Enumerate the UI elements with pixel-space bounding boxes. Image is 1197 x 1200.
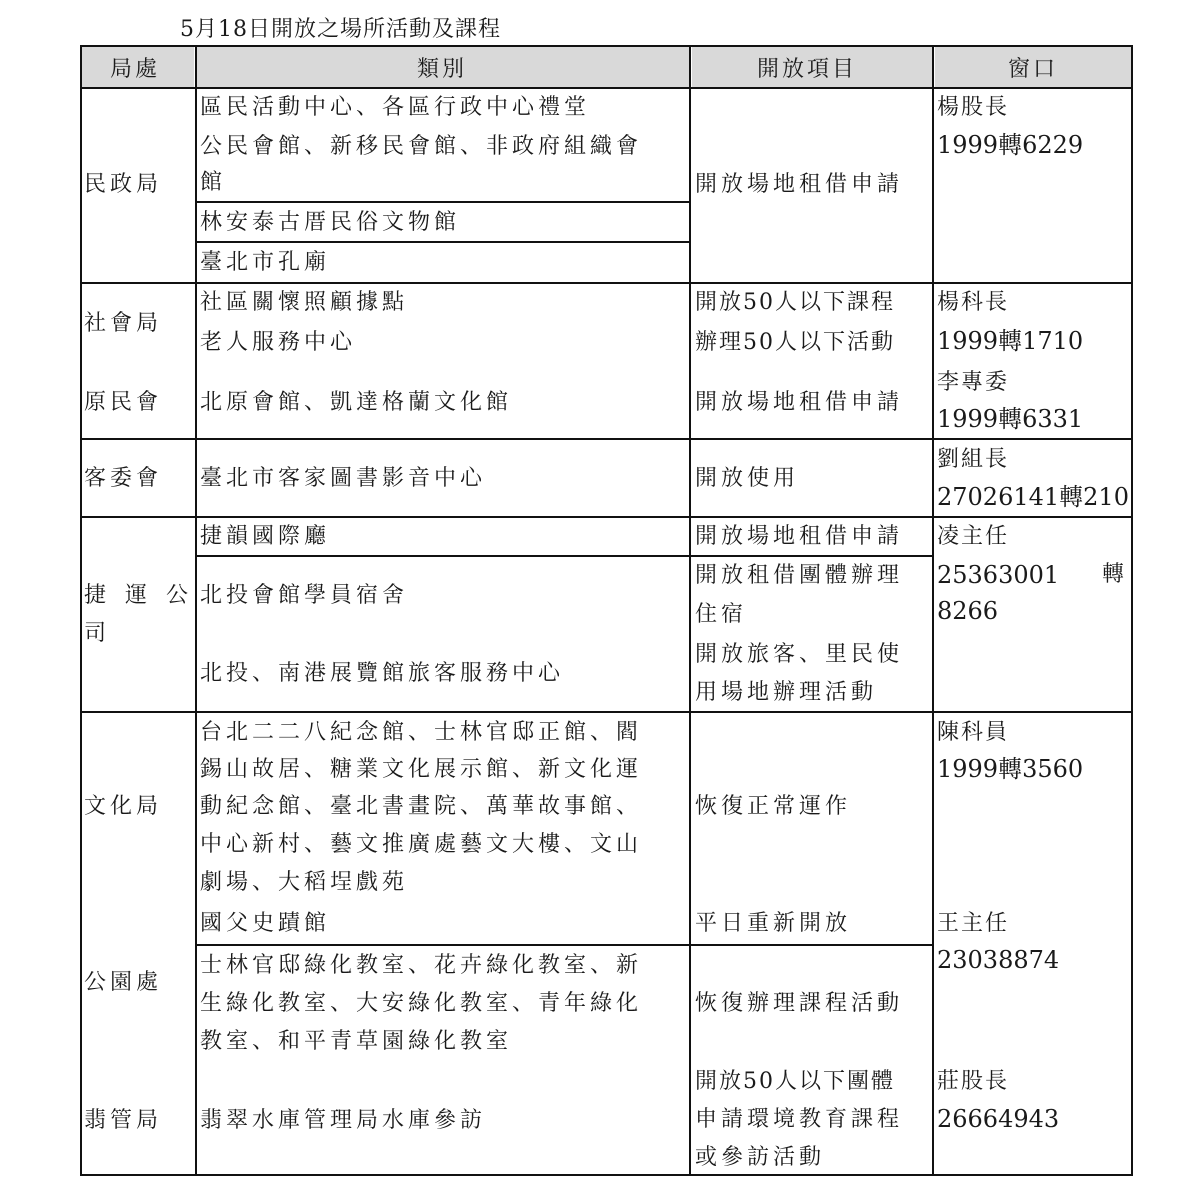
category-text: 台北二二八紀念館、士林官邸正館、閻: [200, 720, 643, 745]
category-text: 教室、和平青草園綠化教室: [200, 1029, 513, 1054]
contact-name: 莊股長: [937, 1069, 1010, 1094]
header-item: 開放項目: [757, 57, 858, 82]
document-title: 5月18日開放之場所活動及課程: [180, 17, 501, 42]
open-item-text: 平日重新開放: [695, 911, 852, 936]
contact-phone-ext: 轉: [1102, 562, 1129, 587]
category-text: 錫山故居、糖業文化展示館、新文化運: [200, 757, 643, 782]
contact-phone: 25363001: [937, 561, 1060, 589]
contact-name: 凌主任: [937, 524, 1010, 549]
agency-gongyuan: 公園處: [84, 970, 163, 995]
border-bottom: [80, 1174, 1133, 1176]
contact-name: 楊股長: [937, 95, 1010, 120]
agency-minzheng: 民政局: [84, 172, 163, 197]
border-right: [1131, 45, 1133, 1176]
category-text: 士林官邸綠化教室、花卉綠化教室、新: [200, 953, 643, 978]
category-text: 公民會館、新移民會館、非政府組織會: [200, 134, 643, 159]
open-item-text: 開放租借團體辦理: [695, 563, 904, 588]
category-text: 生綠化教室、大安綠化教室、青年綠化: [200, 991, 643, 1016]
open-item-text: 住宿: [695, 602, 748, 627]
border-left: [80, 45, 82, 1176]
open-item-text: 辦理50人以下活動: [695, 330, 895, 355]
open-item-text: 申請環境教育課程: [695, 1107, 904, 1132]
open-item-text: 開放使用: [695, 466, 800, 491]
contact-phone: 1999轉1710: [937, 327, 1084, 355]
category-text: 翡翠水庫管理局水庫參訪: [200, 1108, 487, 1133]
contact-phone: 8266: [937, 597, 999, 625]
agency-shehui: 社會局: [84, 311, 163, 336]
row-line-yuanmin: [80, 438, 1133, 440]
contact-name: 李專委: [937, 370, 1010, 395]
category-text: 劇場、大稻埕戲苑: [200, 870, 409, 895]
category-text: 北原會館、凱達格蘭文化館: [200, 390, 513, 415]
contact-name: 王主任: [937, 911, 1010, 936]
category-text: 臺北市孔廟: [200, 250, 331, 275]
category-text: 臺北市客家圖書影音中心: [200, 466, 487, 491]
open-item-text: 開放50人以下課程: [695, 290, 895, 315]
header-contact: 窗口: [1008, 57, 1059, 82]
header-category: 類別: [417, 57, 468, 82]
inner-line-1: [195, 201, 691, 203]
open-item-text: 用場地辦理活動: [695, 680, 878, 705]
contact-name: 陳科員: [937, 720, 1010, 745]
open-item-text: 或參訪活動: [695, 1145, 826, 1170]
category-text: 館: [200, 170, 227, 195]
agency-jieyun-cont: 司: [84, 621, 111, 646]
col-divider-3: [932, 45, 934, 1176]
contact-phone: 1999轉6229: [937, 131, 1084, 159]
contact-name: 楊科長: [937, 290, 1010, 315]
header-agency: 局處: [110, 57, 161, 82]
category-text: 國父史蹟館: [200, 911, 331, 936]
open-item-text: 開放場地租借申請: [695, 390, 904, 415]
category-text: 動紀念館、臺北書畫院、萬華故事館、: [200, 794, 643, 819]
agency-wenhua: 文化局: [84, 794, 163, 819]
border-top: [80, 45, 1133, 47]
agency-jieyun: 捷 運 公: [84, 583, 194, 608]
contact-phone: 27026141轉210: [937, 483, 1129, 511]
col-divider-2: [689, 45, 691, 1176]
category-text: 林安泰古厝民俗文物館: [200, 210, 461, 235]
category-text: 老人服務中心: [200, 330, 357, 355]
open-item-text: 開放旅客、里民使: [695, 642, 904, 667]
open-item-text: 恢復正常運作: [695, 794, 852, 819]
category-text: 區民活動中心、各區行政中心禮堂: [200, 95, 591, 120]
open-item-text: 開放50人以下團體: [695, 1069, 895, 1094]
contact-phone: 1999轉6331: [937, 405, 1084, 433]
row-line-jieyun: [80, 711, 1133, 713]
contact-phone: 23038874: [937, 946, 1060, 974]
agency-yuanmin: 原民會: [84, 390, 163, 415]
open-item-text: 開放場地租借申請: [695, 172, 904, 197]
col-divider-1: [195, 45, 197, 1176]
category-text: 中心新村、藝文推廣處藝文大樓、文山: [200, 832, 643, 857]
category-text: 社區關懷照顧據點: [200, 290, 409, 315]
contact-name: 劉組長: [937, 447, 1010, 472]
category-text: 北投會館學員宿舍: [200, 583, 409, 608]
open-item-text: 恢復辦理課程活動: [695, 991, 904, 1016]
contact-phone: 26664943: [937, 1105, 1060, 1133]
inner-line-4: [195, 944, 934, 946]
category-text: 北投、南港展覽館旅客服務中心: [200, 661, 565, 686]
category-text: 捷韻國際廳: [200, 524, 331, 549]
open-item-text: 開放場地租借申請: [695, 524, 904, 549]
contact-phone: 1999轉3560: [937, 755, 1084, 783]
agency-feicui: 翡管局: [84, 1108, 163, 1133]
agency-kewei: 客委會: [84, 466, 163, 491]
